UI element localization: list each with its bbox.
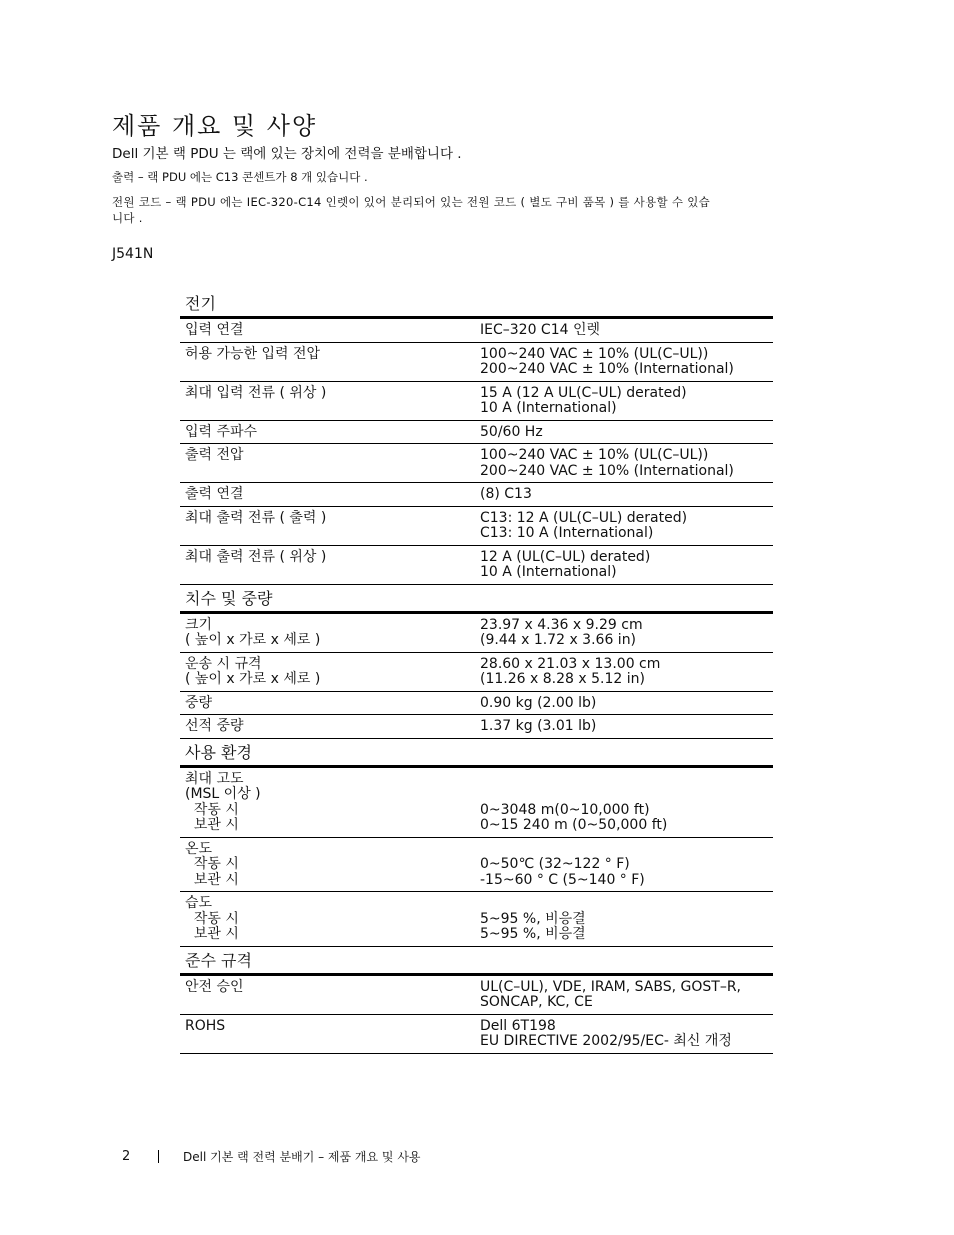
spec-value-line: C13: 12 A (UL(C–UL) derated) <box>480 509 688 526</box>
spec-value <box>480 448 773 479</box>
spec-value-line <box>480 896 773 912</box>
spec-label <box>180 425 480 441</box>
spec-label <box>180 719 480 735</box>
spec-value-line <box>480 787 773 803</box>
spec-label-line <box>185 464 480 480</box>
spec-value-line: UL(C–UL), VDE, IRAM, SABS, GOST–R, <box>480 978 741 995</box>
intro-power-cord <box>112 194 842 226</box>
spec-value <box>480 550 773 581</box>
spec-value-line: 0~3048 m(0~10,000 ft) <box>480 801 650 818</box>
spec-label-line: 보관 시 <box>185 926 239 942</box>
spec-row <box>180 653 773 692</box>
spec-value <box>480 896 773 943</box>
intro-output: 출력 – 랙 PDU 에는 C13 콘센트가 8 개 있습니다 . <box>112 170 368 184</box>
spec-label-line: 보관 시 <box>185 817 239 833</box>
spec-row <box>180 976 773 1015</box>
spec-label <box>180 772 480 834</box>
section-electrical <box>180 290 773 585</box>
spec-value-line: 5~95 %, 비응결 <box>480 926 586 942</box>
spec-label-line: 온도 <box>185 840 213 857</box>
spec-row <box>180 692 773 716</box>
spec-value-line: 10 A (International) <box>480 564 617 580</box>
spec-value-line: 0~50℃ (32~122 ° F) <box>480 856 630 872</box>
spec-label-line: 입력 주파수 <box>185 423 258 440</box>
spec-label-line: 최대 입력 전류 ( 위상 ) <box>185 384 327 401</box>
spec-row <box>180 546 773 585</box>
spec-value <box>480 772 773 834</box>
spec-value <box>480 657 773 688</box>
spec-value-line: 15 A (12 A UL(C–UL) derated) <box>480 384 687 401</box>
spec-row <box>180 343 773 382</box>
intro-power-cord-line2: 니다 . <box>112 211 143 225</box>
spec-label-line: 출력 연결 <box>185 486 244 502</box>
spec-label-line <box>185 565 480 581</box>
spec-label-line <box>185 362 480 378</box>
intro <box>112 146 842 226</box>
spec-row <box>180 444 773 483</box>
spec-label <box>180 1019 480 1050</box>
spec-label <box>180 448 480 479</box>
spec-value <box>480 618 773 649</box>
section-compliance <box>180 947 773 1054</box>
spec-label-line: 보관 시 <box>185 871 239 888</box>
spec-label-line: 작동 시 <box>185 910 239 927</box>
spec-label-line <box>185 526 480 542</box>
spec-value-line: -15~60 ° C (5~140 ° F) <box>480 871 645 888</box>
spec-value-line: 0.90 kg (2.00 lb) <box>480 694 597 711</box>
spec-row <box>180 1015 773 1054</box>
spec-value-line: 10 A (International) <box>480 400 617 416</box>
footer-divider <box>158 1150 159 1163</box>
spec-value <box>480 719 773 735</box>
spec-label <box>180 980 480 1011</box>
spec-row <box>180 507 773 546</box>
section-title: 사용 환경 <box>185 742 252 762</box>
spec-value-line: SONCAP, KC, CE <box>480 994 593 1010</box>
spec-label <box>180 842 480 889</box>
section-title: 전기 <box>185 294 216 313</box>
spec-label-line: 안전 승인 <box>185 978 244 995</box>
spec-value-line: Dell 6T198 <box>480 1017 556 1034</box>
section-title: 치수 및 중량 <box>185 588 273 608</box>
spec-value <box>480 323 773 339</box>
spec-label-line: 최대 출력 전류 ( 위상 ) <box>185 548 327 565</box>
spec-label-line: 작동 시 <box>185 856 239 872</box>
spec-value-line: (8) C13 <box>480 486 532 502</box>
spec-value-line: 100~240 VAC ± 10% (UL(C–UL)) <box>480 447 709 463</box>
spec-value-line: 100~240 VAC ± 10% (UL(C–UL)) <box>480 345 709 362</box>
spec-value-line: 5~95 %, 비응결 <box>480 910 586 927</box>
spec-label-line: 운송 시 규격 <box>185 655 262 672</box>
spec-value <box>480 347 773 378</box>
spec-label <box>180 618 480 649</box>
spec-label-line: 습도 <box>185 895 213 911</box>
spec-row <box>180 768 773 838</box>
spec-value <box>480 386 773 417</box>
section-dimensions <box>180 585 773 739</box>
spec-value-line: 50/60 Hz <box>480 423 543 440</box>
spec-row <box>180 382 773 421</box>
spec-value <box>480 696 773 712</box>
page-title: 제품 개요 및 사양 <box>112 112 318 140</box>
spec-label <box>180 487 480 503</box>
spec-row <box>180 892 773 947</box>
spec-label <box>180 347 480 378</box>
spec-value-line: C13: 10 A (International) <box>480 525 654 541</box>
spec-label <box>180 550 480 581</box>
spec-value-line: IEC–320 C14 인렛 <box>480 322 601 338</box>
spec-label <box>180 896 480 943</box>
spec-label-line <box>185 1034 480 1050</box>
spec-value <box>480 511 773 542</box>
spec-label <box>180 696 480 712</box>
spec-value-line: 12 A (UL(C–UL) derated) <box>480 548 651 565</box>
spec-value <box>480 980 773 1011</box>
spec-label-line <box>185 995 480 1011</box>
spec-label <box>180 386 480 417</box>
intro-description: Dell 기본 랙 PDU 는 랙에 있는 장치에 전력을 분배합니다 . <box>112 146 462 162</box>
page-footer <box>122 1148 421 1165</box>
spec-value-line: EU DIRECTIVE 2002/95/EC- 최신 개정 <box>480 1033 732 1049</box>
model-number: J541N <box>112 246 154 262</box>
spec-value-line: 1.37 kg (3.01 lb) <box>480 718 597 734</box>
spec-value-line <box>480 772 773 788</box>
spec-label-line: 선적 중량 <box>185 718 244 734</box>
spec-row <box>180 715 773 739</box>
intro-power-cord-line1: 전원 코드 – 랙 PDU 에는 IEC-320-C14 인렛이 있어 분리되어 있는 전원 코드 ( 별도 구비 품목 ) 를 사용할 수 있습 <box>112 195 711 209</box>
spec-value-line: (9.44 x 1.72 x 3.66 in) <box>480 632 637 648</box>
spec-value-line: 200~240 VAC ± 10% (International) <box>480 361 734 377</box>
section-title: 준수 규격 <box>185 950 252 970</box>
spec-label-line: (MSL 이상 ) <box>185 786 261 802</box>
spec-label <box>180 323 480 339</box>
spec-label-line <box>185 401 480 417</box>
spec-row <box>180 421 773 445</box>
spec-label-line: 크기 <box>185 616 213 633</box>
spec-label <box>180 511 480 542</box>
spec-label-line: 중량 <box>185 694 213 711</box>
spec-table <box>180 290 773 1054</box>
spec-row <box>180 319 773 343</box>
section-environment <box>180 739 773 947</box>
spec-label-line: 출력 전압 <box>185 447 244 463</box>
footer-text: Dell 기본 랙 전력 분배기 – 제품 개요 및 사용 <box>183 1150 421 1164</box>
spec-label-line: 최대 고도 <box>185 770 244 787</box>
spec-row <box>180 838 773 893</box>
spec-value-line: 0~15 240 m (0~50,000 ft) <box>480 817 668 833</box>
spec-value <box>480 842 773 889</box>
spec-value-line: (11.26 x 8.28 x 5.12 in) <box>480 671 645 687</box>
spec-label-line: ROHS <box>185 1017 226 1034</box>
spec-value <box>480 425 773 441</box>
spec-label-line: ( 높이 x 가로 x 세로 ) <box>185 632 321 648</box>
spec-label <box>180 657 480 688</box>
spec-row <box>180 483 773 507</box>
spec-label-line: 입력 연결 <box>185 322 244 338</box>
spec-value-line: 28.60 x 21.03 x 13.00 cm <box>480 655 661 672</box>
spec-value-line: 200~240 VAC ± 10% (International) <box>480 462 734 479</box>
spec-value-line: 23.97 x 4.36 x 9.29 cm <box>480 616 643 633</box>
spec-label-line: 최대 출력 전류 ( 출력 ) <box>185 509 327 526</box>
spec-row <box>180 614 773 653</box>
spec-value <box>480 487 773 503</box>
spec-value <box>480 1019 773 1050</box>
page-number: 2 <box>122 1149 131 1164</box>
spec-label-line: 작동 시 <box>185 801 239 818</box>
spec-label-line: ( 높이 x 가로 x 세로 ) <box>185 671 321 687</box>
spec-value-line <box>480 842 773 858</box>
spec-label-line: 허용 가능한 입력 전압 <box>185 345 321 362</box>
